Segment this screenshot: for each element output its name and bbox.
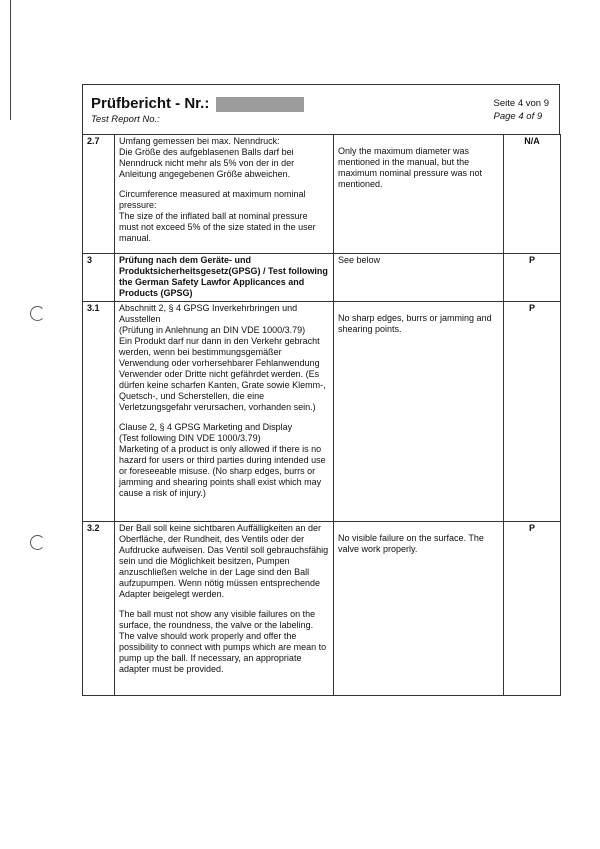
result-value: No visible failure on the surface. The valve work properly. (338, 533, 484, 554)
result-value: Only the maximum diameter was mentioned in the manual, but the maximum nominal pressure was not mentioned. (338, 146, 483, 189)
table-row (83, 302, 561, 522)
page-number (494, 97, 549, 123)
requirement-line: (Test following DIN VDE 1000/3.79) (119, 433, 261, 443)
page-number-de: Seite 4 von 9 (493, 98, 549, 109)
page-number-en: Page 4 of 9 (493, 111, 543, 122)
requirement-line: (Prüfung in Anlehnung an DIN VDE 1000/3.79) (119, 325, 306, 335)
clause-number: 3.2 (83, 522, 115, 696)
test-results-table (82, 134, 561, 696)
requirement-line: Die Größe des aufgeblasenen Balls darf bei Nenndruck nicht mehr als 5% von der in der Anleitung angegebenen Größe abweichen. (119, 147, 295, 179)
clause-number: 3.1 (83, 302, 115, 522)
requirement-line: Ein Produkt darf nur dann in den Verkehr gebracht werden, wenn bei bestimmungsgemäßer Verwendung oder vorhersehbarer Fehlanwendung Verwender oder Dritte nicht gefährdet werden. (Es dürfen keine scharfen Kanten, Grate sowie Klemm-, Quetsch-, und Scherstellen, die eine Verletzungsgefahr verursachen, vorhanden sein.) (119, 336, 326, 412)
left-margin-line (10, 0, 11, 120)
report-title: Prüfbericht - Nr.: (91, 95, 210, 112)
clause-number: 2.7 (83, 135, 115, 254)
requirement-text (115, 522, 334, 696)
result-text (334, 522, 504, 696)
requirement-text (115, 302, 334, 522)
requirement-line: Clause 2, § 4 GPSG Marketing and Display (119, 422, 293, 432)
verdict: N/A (504, 135, 561, 254)
table-row (83, 254, 561, 302)
requirement-line: The size of the inflated ball at nominal pressure must not exceed 5% of the size stated in the user manual. (119, 211, 316, 243)
result-text (334, 135, 504, 254)
result-text: See below (334, 254, 504, 302)
requirement-text: Prüfung nach dem Geräte- und Produktsicherheitsgesetz(GPSG) / Test following the German Safety Lawfor Applicances and Products (GPSG) (115, 254, 334, 302)
requirement-line: Circumference measured at maximum nominal pressure: (119, 189, 306, 210)
verdict: P (504, 254, 561, 302)
requirement-line: Der Ball soll keine sichtbaren Auffälligkeiten an der Oberfläche, der Rundheit, des Ventils oder der Aufdrucke aufweisen. Das Ventil soll gebrauchsfähig sein und die Möglichkeit besitzen, Pumpen anzuschließen welche in der Lage sind den Ball aufzupumpen. Wenn nötig müssen entsprechende Adapter beigelegt werden. (119, 523, 329, 599)
punch-hole-bottom (30, 535, 45, 550)
result-text (334, 302, 504, 522)
punch-hole-top (30, 306, 45, 321)
requirement-line: Marketing of a product is only allowed if there is no hazard for users or third parties during intended use or foreseeable misuse. (No sharp edges, burrs or jamming and shearing points shall exist which may cause a risk of injury.) (119, 444, 326, 498)
table-row (83, 522, 561, 696)
requirement-text (115, 135, 334, 254)
report-header (82, 84, 560, 134)
verdict: P (504, 522, 561, 696)
requirement-line: Umfang gemessen bei max. Nenndruck: (119, 136, 280, 146)
report-page (82, 84, 560, 696)
requirement-line: The ball must not show any visible failures on the surface, the roundness, the valve or the labeling. The valve should work properly and offer the possibility to connect with pumps which are mean to pump up the ball. If necessary, an appropriate adapter must be provided. (119, 609, 327, 674)
result-value: No sharp edges, burrs or jamming and shearing points. (338, 313, 492, 334)
table-row (83, 135, 561, 254)
report-title-en: Test Report No.: (91, 114, 160, 125)
requirement-line: Abschnitt 2, § 4 GPSG Inverkehrbringen und Ausstellen (119, 303, 298, 324)
verdict: P (504, 302, 561, 522)
clause-number: 3 (83, 254, 115, 302)
redacted-report-number (216, 97, 304, 112)
